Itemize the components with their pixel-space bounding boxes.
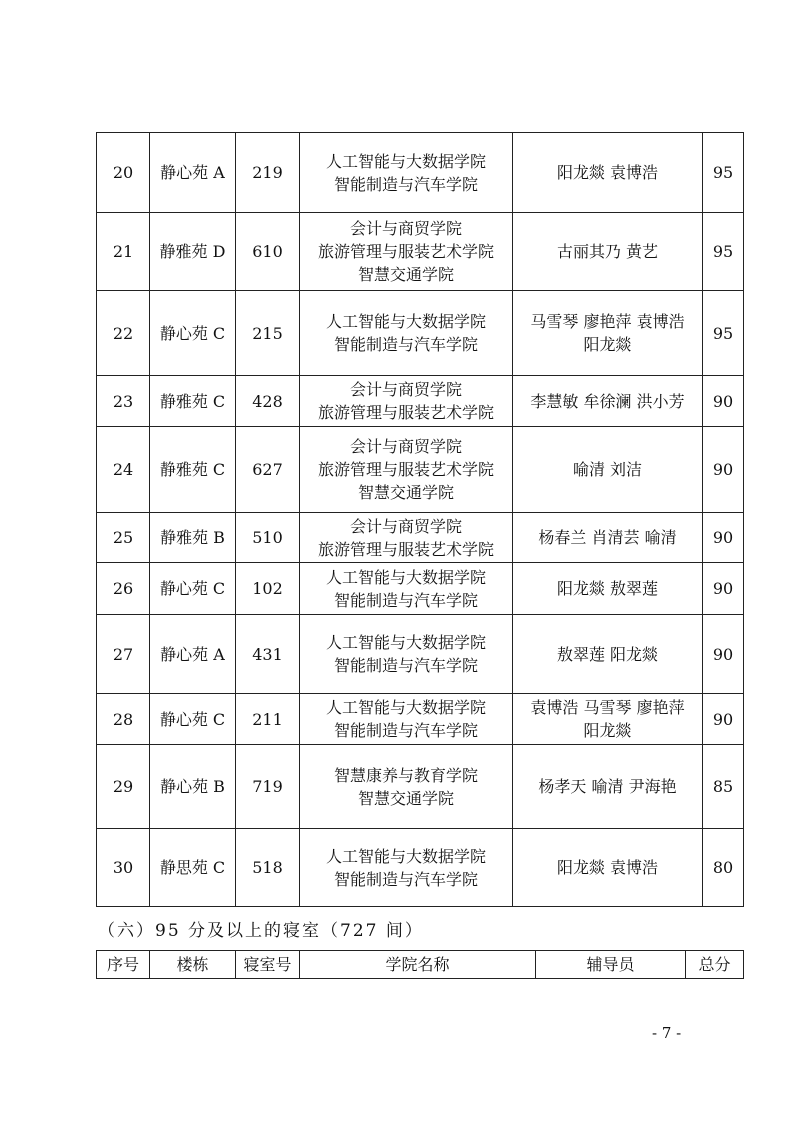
- college-line: 人工智能与大数据学院: [325, 846, 486, 866]
- header-college: 学院名称: [300, 951, 536, 979]
- college-line: 人工智能与大数据学院: [325, 633, 486, 652]
- building-cell: 静心苑 C: [150, 291, 236, 376]
- table-row: [97, 133, 744, 213]
- college-line: 智慧交通学院: [357, 265, 454, 284]
- dormitory-table: [96, 132, 744, 907]
- table-row: [97, 615, 744, 694]
- score-cell: 95: [703, 291, 744, 376]
- score-cell: 90: [703, 563, 744, 615]
- score-cell: 95: [703, 133, 744, 213]
- counselor-line: 马雪琴 廖艳萍 袁博浩: [530, 312, 685, 331]
- counselor-cell: [513, 563, 703, 615]
- college-line: 智能制造与汽车学院: [333, 721, 478, 740]
- room-cell: 102: [236, 563, 300, 615]
- score-cell: 90: [703, 694, 744, 745]
- row-number: 23: [97, 376, 150, 427]
- table-row: [97, 427, 744, 513]
- header-no: 序号: [97, 951, 150, 979]
- score-cell: 90: [703, 513, 744, 563]
- score-cell: 90: [703, 376, 744, 427]
- counselor-line: 李慧敏 牟徐澜 洪小芳: [530, 391, 685, 411]
- table-row: [97, 563, 744, 615]
- college-line: 智能制造与汽车学院: [333, 590, 478, 610]
- building-cell: 静雅苑 B: [150, 513, 236, 563]
- table-row: [97, 213, 744, 291]
- counselor-cell: [513, 694, 703, 745]
- row-number: 30: [97, 829, 150, 907]
- section-title: （六）95 分及以上的寝室（727 间）: [98, 921, 424, 941]
- room-cell: 510: [236, 513, 300, 563]
- counselor-cell: [513, 291, 703, 376]
- college-line: 智能制造与汽车学院: [333, 656, 478, 675]
- college-line: 旅游管理与服装艺术学院: [317, 242, 494, 261]
- college-line: 智慧康养与教育学院: [333, 765, 478, 785]
- score-cell: 80: [703, 829, 744, 907]
- college-line: 会计与商贸学院: [349, 516, 462, 536]
- college-line: 会计与商贸学院: [349, 437, 462, 456]
- counselor-line: 阳龙燚 袁博浩: [556, 858, 659, 877]
- counselor-line: 杨孝天 喻清 尹海艳: [538, 777, 677, 796]
- college-line: 旅游管理与服装艺术学院: [317, 460, 494, 479]
- college-line: 人工智能与大数据学院: [325, 151, 486, 171]
- score-cell: 90: [703, 615, 744, 694]
- college-cell: [300, 513, 513, 563]
- table-row: [97, 829, 744, 907]
- counselor-cell: [513, 427, 703, 513]
- counselor-line: 喻清 刘洁: [572, 460, 643, 479]
- room-cell: 215: [236, 291, 300, 376]
- row-number: 21: [97, 213, 150, 291]
- college-cell: [300, 213, 513, 291]
- college-cell: [300, 563, 513, 615]
- counselor-cell: [513, 513, 703, 563]
- college-cell: [300, 829, 513, 907]
- table-row: [97, 513, 744, 563]
- header-building: 楼栋: [150, 951, 236, 979]
- room-cell: 627: [236, 427, 300, 513]
- room-cell: 610: [236, 213, 300, 291]
- table-row: [97, 376, 744, 427]
- row-number: 20: [97, 133, 150, 213]
- room-cell: 211: [236, 694, 300, 745]
- college-line: 人工智能与大数据学院: [325, 312, 486, 331]
- college-cell: [300, 133, 513, 213]
- college-line: 智能制造与汽车学院: [333, 335, 478, 354]
- counselor-cell: [513, 615, 703, 694]
- counselor-line: 阳龙燚: [583, 335, 632, 354]
- room-cell: 518: [236, 829, 300, 907]
- counselor-cell: [513, 133, 703, 213]
- college-line: 智慧交通学院: [357, 788, 454, 808]
- header-room: 寝室号: [236, 951, 300, 979]
- counselor-line: 阳龙燚 敖翠莲: [556, 579, 659, 598]
- counselor-line: 阳龙燚 袁博浩: [556, 163, 659, 182]
- college-line: 会计与商贸学院: [349, 380, 462, 399]
- row-number: 25: [97, 513, 150, 563]
- score-cell: 85: [703, 745, 744, 829]
- counselor-line: 杨春兰 肖清芸 喻清: [538, 528, 677, 547]
- row-number: 27: [97, 615, 150, 694]
- counselor-line: 袁博浩 马雪琴 廖艳萍: [530, 698, 685, 717]
- row-number: 22: [97, 291, 150, 376]
- college-line: 智慧交通学院: [357, 483, 454, 502]
- college-line: 旅游管理与服装艺术学院: [317, 539, 494, 559]
- room-cell: 428: [236, 376, 300, 427]
- row-number: 28: [97, 694, 150, 745]
- room-cell: 431: [236, 615, 300, 694]
- score-cell: 90: [703, 427, 744, 513]
- header-score: 总分: [686, 951, 744, 979]
- page-number: - 7 -: [652, 1024, 682, 1042]
- building-cell: 静心苑 C: [150, 563, 236, 615]
- college-line: 会计与商贸学院: [349, 219, 462, 238]
- building-cell: 静心苑 A: [150, 615, 236, 694]
- college-cell: [300, 376, 513, 427]
- room-cell: 719: [236, 745, 300, 829]
- building-cell: 静雅苑 D: [150, 213, 236, 291]
- college-cell: [300, 427, 513, 513]
- row-number: 26: [97, 563, 150, 615]
- counselor-line: 古丽其乃 黄艺: [556, 242, 659, 261]
- counselor-line: 敖翠莲 阳龙燚: [556, 644, 659, 664]
- building-cell: 静思苑 C: [150, 829, 236, 907]
- college-cell: [300, 694, 513, 745]
- table-row: [97, 694, 744, 745]
- building-cell: 静心苑 C: [150, 694, 236, 745]
- header-row: [97, 951, 744, 979]
- college-line: 智能制造与汽车学院: [333, 174, 478, 194]
- table-row: [97, 745, 744, 829]
- college-line: 人工智能与大数据学院: [325, 698, 486, 717]
- room-cell: 219: [236, 133, 300, 213]
- dormitory-table-body: [97, 133, 744, 907]
- building-cell: 静雅苑 C: [150, 427, 236, 513]
- college-line: 旅游管理与服装艺术学院: [317, 403, 494, 422]
- counselor-line: 阳龙燚: [583, 721, 632, 740]
- building-cell: 静心苑 B: [150, 745, 236, 829]
- college-line: 智能制造与汽车学院: [333, 869, 478, 889]
- counselor-cell: [513, 829, 703, 907]
- counselor-cell: [513, 745, 703, 829]
- building-cell: 静心苑 A: [150, 133, 236, 213]
- table-row: [97, 291, 744, 376]
- header-counselor: 辅导员: [536, 951, 686, 979]
- college-cell: [300, 615, 513, 694]
- college-cell: [300, 745, 513, 829]
- college-cell: [300, 291, 513, 376]
- score-cell: 95: [703, 213, 744, 291]
- row-number: 24: [97, 427, 150, 513]
- college-line: 人工智能与大数据学院: [325, 567, 486, 587]
- counselor-cell: [513, 376, 703, 427]
- building-cell: 静雅苑 C: [150, 376, 236, 427]
- row-number: 29: [97, 745, 150, 829]
- counselor-cell: [513, 213, 703, 291]
- header-table: [96, 950, 744, 979]
